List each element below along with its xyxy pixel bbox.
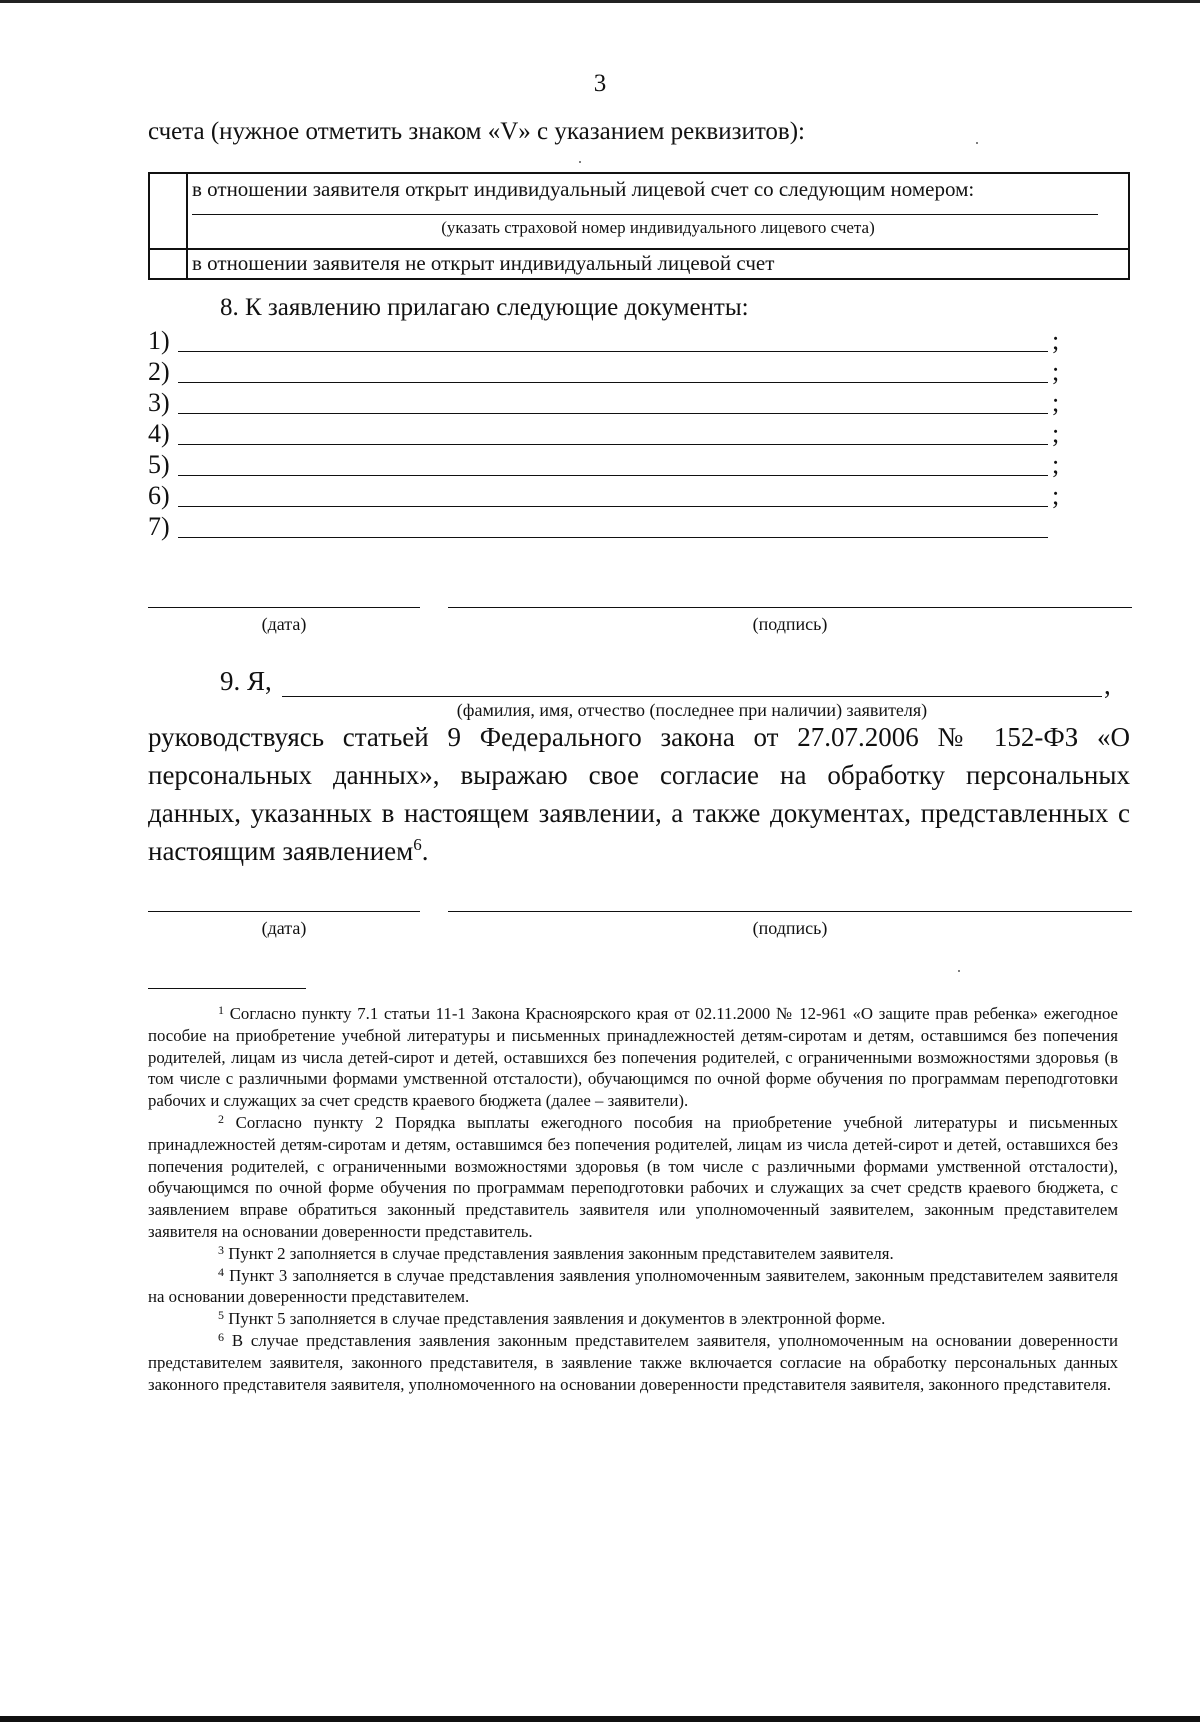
document-row-number: 2) (148, 357, 170, 386)
date-field-1[interactable] (148, 607, 420, 608)
document-row-number: 1) (148, 326, 170, 355)
document-row-field[interactable] (178, 506, 1048, 507)
document-row-end: ; (1052, 450, 1060, 479)
footnote-mark: 6 (218, 1329, 224, 1344)
document-row-field[interactable] (178, 537, 1048, 538)
document-row-number: 7) (148, 512, 170, 541)
signature-field-2[interactable] (448, 911, 1132, 912)
document-row-end: ; (1052, 388, 1060, 417)
document-row (148, 449, 1068, 479)
signature-caption-2: (подпись) (752, 918, 828, 938)
account-number-caption: (указать страховой номер индивидуального лицевого счета) (441, 218, 875, 237)
footnote-mark: 5 (218, 1308, 224, 1323)
date-field-2[interactable] (148, 911, 420, 912)
account-open-cell (187, 173, 1129, 249)
footnote-text: Пункт 3 заполняется в случае представления заявления уполномоченным заявителем, законным представителем заявителя на основании доверенности представителем. (148, 1265, 1118, 1307)
scan-edge-bottom (0, 1716, 1200, 1722)
page-number: 3 (593, 70, 607, 97)
document-row (148, 511, 1068, 541)
footnote (148, 1243, 1118, 1265)
applicant-name-field[interactable] (282, 696, 1102, 697)
account-options-table (148, 172, 1130, 280)
account-open-text: в отношении заявителя открыт индивидуальный лицевой счет со следующим номером: (192, 177, 975, 201)
document-row-number: 3) (148, 388, 170, 417)
consent-paragraph (148, 718, 1130, 870)
date-caption-2: (дата) (261, 918, 307, 938)
consent-text: руководствуясь статьей 9 Федерального закона от 27.07.2006 № 152-ФЗ «О персональных данных», выражаю свое согласие на обработку персональных данных, указанных в настоящем заявлении, а также документах, представленных с настоящим заявлением (148, 722, 1130, 866)
document-row-end: ; (1052, 357, 1060, 386)
footnote (148, 1265, 1118, 1309)
document-row-end: ; (1052, 481, 1060, 510)
account-not-open-text: в отношении заявителя не открыт индивидуальный лицевой счет (192, 251, 775, 275)
footnote-mark: 4 (218, 1264, 224, 1279)
date-caption-1: (дата) (261, 614, 307, 634)
section-9-prefix: 9. Я, (220, 666, 272, 696)
applicant-name-caption: (фамилия, имя, отчество (последнее при наличии) заявителя) (456, 700, 928, 720)
document-row-number: 4) (148, 419, 170, 448)
document-row-end: ; (1052, 419, 1060, 448)
account-not-open-checkbox[interactable] (149, 249, 187, 279)
document-row (148, 356, 1068, 386)
document-row (148, 387, 1068, 417)
document-row-end: ; (1052, 326, 1060, 355)
footnote (148, 1112, 1118, 1243)
footnote-mark: 1 (218, 1003, 224, 1017)
footnote-text: Согласно пункту 2 Порядка выплаты ежегодного пособия на приобретение учебной литературы и письменных принадлежностей детям-сиротам и детям, оставшимся без попечения родителей, лицам из числа детей-сирот и детей, оставшихся без попечения родителей, с ограниченными возможностями здоровья (в том числе с различными формами умственной отсталости), обучающимся по очной форме обучения по программам переподготовки рабочих и служащих за счет средств краевого бюджета, с заявлением вправе обратиться законный представитель заявителя или уполномоченный заявителем, законным представителем заявителя на основании доверенности представитель. (148, 1112, 1118, 1241)
scan-speck (579, 161, 581, 163)
document-row-field[interactable] (178, 444, 1048, 445)
consent-end: . (421, 836, 429, 866)
scan-speck (976, 142, 978, 144)
footnote-text: В случае представления заявления законным представителем заявителя, уполномоченным на основании доверенности представителем заявителя, законного представителя, в заявление также включается согласие на обработку персональных данных законного представителя заявителя, уполномоченного на основании доверенности представителя заявителя, законного представителя. (148, 1330, 1118, 1394)
footnote-text: Пункт 5 заполняется в случае представления заявления и документов в электронной форме. (224, 1309, 886, 1329)
account-open-checkbox[interactable] (149, 173, 187, 249)
document-row-number: 6) (148, 481, 170, 510)
name-comma: , (1104, 670, 1111, 700)
document-row (148, 325, 1068, 355)
document-row-field[interactable] (178, 475, 1048, 476)
footnote-text: Пункт 2 заполняется в случае представления заявления законным представителем заявителя. (224, 1243, 894, 1263)
document-row-number: 5) (148, 450, 170, 479)
document-row-field[interactable] (178, 413, 1048, 414)
lead-text: счета (нужное отметить знаком «V» с указанием реквизитов): (148, 118, 805, 145)
document-row-field[interactable] (178, 382, 1048, 383)
footnote (148, 1308, 1118, 1330)
footnote (148, 1330, 1118, 1395)
document-row (148, 418, 1068, 448)
consent-footnote-ref: 6 (413, 835, 422, 854)
footnote-text: Согласно пункту 7.1 статьи 11-1 Закона Красноярского края от 02.11.2000 № 12-961 «О защите прав ребенка» ежегодное пособие на приобретение учебной литературы и письменных принадлежностей детям-сиротам и детям, оставшимся без попечения родителей, лицам из числа детей-сирот и детей, оставшихся без попечения родителей, с ограниченными возможностями здоровья (в том числе с различными формами умственной отсталости), обучающимся по очной форме обучения по программам переподготовки рабочих и служащих за счет средств краевого бюджета (далее – заявители). (148, 1004, 1118, 1111)
signature-field-1[interactable] (448, 607, 1132, 608)
scan-speck (958, 970, 960, 972)
footnote-mark: 3 (218, 1242, 224, 1257)
account-not-open-cell (187, 249, 1129, 279)
section-8-heading: 8. К заявлению прилагаю следующие документы: (220, 294, 749, 321)
footnote-separator (148, 988, 306, 989)
document-row (148, 480, 1068, 510)
document-row-field[interactable] (178, 351, 1048, 352)
scan-edge-top (0, 0, 1200, 3)
footnote-mark: 2 (218, 1111, 224, 1126)
footnote (148, 1003, 1118, 1112)
footnotes (148, 1003, 1118, 1395)
signature-caption-1: (подпись) (752, 614, 828, 634)
